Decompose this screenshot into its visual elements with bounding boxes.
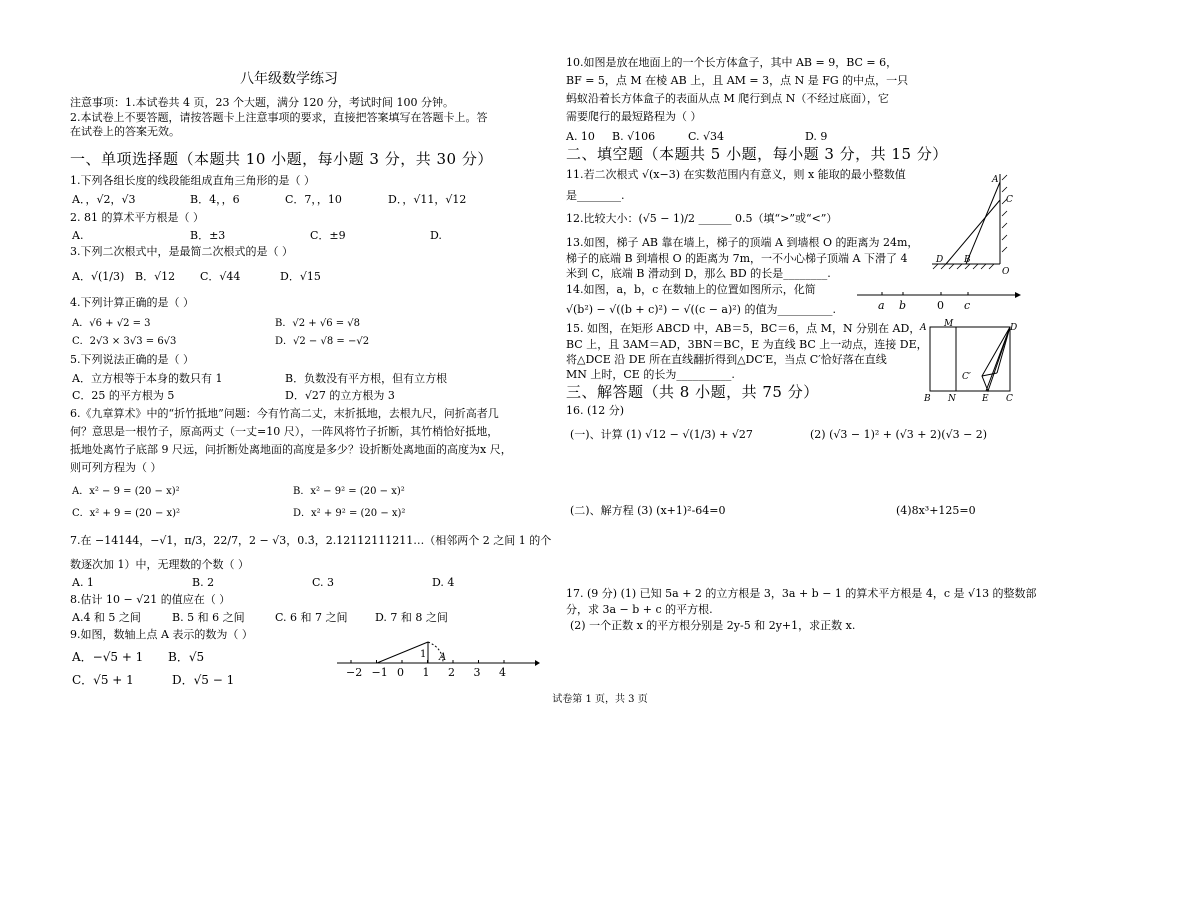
q7-option-a: A. 1 <box>72 576 94 589</box>
q6-option-c: C．x² + 9 = (20 − x)² <box>72 508 181 519</box>
q9-option-c: C．√5 + 1 <box>72 673 134 687</box>
q4-stem: 4.下列计算正确的是（ ） <box>70 296 194 309</box>
q6-line-2: 何？意思是一根竹子，原高两丈（一丈=10 尺），一阵风将竹子折断，其竹梢恰好抵地， <box>70 425 499 438</box>
q5-option-b: B．负数没有平方根，但有立方根 <box>285 372 448 385</box>
q10-line-2: BF = 5，点 M 在棱 AB 上，且 AM = 3，点 N 是 FG 的中点，一只 <box>566 74 909 87</box>
section-2-title: 二、填空题（本题共 5 小题，每小题 3 分，共 15 分） <box>566 145 948 163</box>
q3-option-b: B．√12 <box>135 270 176 283</box>
q9-point-label-a: A <box>439 652 447 663</box>
q6-option-a: A．x² − 9 = (20 − x)² <box>72 486 180 497</box>
q3-option-c: C．√44 <box>200 270 241 283</box>
q9-number-line-figure <box>335 630 540 680</box>
q6-option-d: D．x² + 9² = (20 − x)² <box>293 508 406 519</box>
q9-axis-tick-label: 0 <box>397 666 404 679</box>
q17-line-3: (2) 一个正数 x 的平方根分别是 2y-5 和 2y+1，求正数 x. <box>570 619 856 632</box>
q2-option-d: D. <box>430 229 442 242</box>
q15-line-4: MN 上时，CE 的长为__________. <box>566 368 735 381</box>
q9-axis-tick-label: −2 <box>346 666 363 679</box>
fig15-label-m: M <box>944 319 954 329</box>
q11-line-1: 11.若二次根式 √(x−3) 在实数范围内有意义，则 x 能取的最小整数值 <box>566 168 906 181</box>
q2-stem: 2. 81 的算术平方根是（ ） <box>70 211 204 224</box>
page-footer: 试卷第 1 页，共 3 页 <box>552 694 648 705</box>
notes-line-3: 在试卷上的答案无效。 <box>70 125 180 138</box>
fig15-label-e: E <box>982 394 989 404</box>
q9-axis-tick-label: 1 <box>422 666 430 679</box>
q4-option-c: C．2√3 × 3√3 = 6√3 <box>72 336 177 347</box>
fig14-label-zero: 0 <box>937 299 944 312</box>
q2-option-b: B．±3 <box>190 229 226 242</box>
q1-option-a: A．，√2，√3 <box>72 193 136 206</box>
page-title: 八年级数学练习 <box>240 71 338 87</box>
q13-ladder-figure <box>928 170 1024 280</box>
fig13-label-b: B <box>964 255 971 265</box>
q16-part-2: (2) (√3 − 1)² + (√3 + 2)(√3 − 2) <box>810 428 988 441</box>
q8-option-d: D. 7 和 8 之间 <box>375 611 448 624</box>
q8-option-a: A.4 和 5 之间 <box>72 611 141 624</box>
q4-option-b: B．√2 + √6 = √8 <box>275 318 361 329</box>
q15-line-3: 将△DCE 沿 DE 所在直线翻折得到△DC′E，当点 C′恰好落在直线 <box>566 353 887 366</box>
fig13-label-c: C <box>1006 195 1013 205</box>
q13-line-1: 13.如图，梯子 AB 靠在墙上，梯子的顶端 A 到墙根 O 的距离为 24m， <box>566 236 919 249</box>
q4-option-a: A．√6 + √2 = 3 <box>72 318 151 329</box>
q3-option-a: A．√(1/3) <box>72 270 125 283</box>
q16-part-1: (一)、计算 (1) √12 − √(1/3) + √27 <box>570 428 753 441</box>
fig14-label-c: c <box>964 299 971 312</box>
q17-line-2: 分，求 3a − b + c 的平方根. <box>566 603 713 616</box>
q9-axis-tick-label: 3 <box>473 666 481 679</box>
q7-line-1: 7.在 −14144，−√1，π/3，22/7，2 − √3，0.3̇，2.12112111211…（相邻两个 2 之间 1 的个 <box>70 534 552 547</box>
q5-option-c: C．25 的平方根为 5 <box>72 389 175 402</box>
q16-stem: 16. (12 分) <box>566 404 625 417</box>
q14-line-2: √(b²) − √((b + c)²) − √((c − a)²) 的值为__________. <box>566 303 836 316</box>
section-3-title: 三、解答题（共 8 小题，共 75 分） <box>566 383 819 401</box>
q8-option-c: C. 6 和 7 之间 <box>275 611 348 624</box>
q5-option-d: D．√27 的立方根为 3 <box>285 389 395 402</box>
notes-line-2: 2.本试卷上不要答题，请按答题卡上注意事项的要求，直接把答案填写在答题卡上。答 <box>70 111 488 124</box>
fig13-label-o: O <box>1002 267 1010 277</box>
q8-option-b: B. 5 和 6 之间 <box>172 611 245 624</box>
q2-option-a: A. <box>72 229 84 242</box>
q15-line-2: BC 上，且 3AM＝AD，3BN＝BC，E 为直线 BC 上一动点，连接 DE， <box>566 338 928 351</box>
q1-option-b: B．4，，6 <box>190 193 240 206</box>
q6-line-4: 则可列方程为（ ） <box>70 461 162 474</box>
fig13-label-a: A <box>992 175 999 185</box>
q10-option-a: A. 10 <box>566 130 595 143</box>
q6-line-3: 抵地处离竹子底部 9 尺远，问折断处离地面的高度是多少？设折断处离地面的高度为x 尺， <box>70 443 512 456</box>
q5-stem: 5.下列说法正确的是（ ） <box>70 353 194 366</box>
q10-line-1: 10.如图是放在地面上的一个长方体盒子，其中 AB = 9，BC = 6， <box>566 56 898 69</box>
fig14-label-a: a <box>878 299 885 312</box>
q3-option-d: D．√15 <box>280 270 321 283</box>
q1-option-c: C．7，，10 <box>285 193 342 206</box>
q13-line-2: 梯子的底端 B 到墙根 O 的距离为 7m，一不小心梯子顶端 A 下滑了 4 <box>566 252 908 265</box>
q1-option-d: D．，√11，√12 <box>388 193 467 206</box>
fig15-label-d: D <box>1010 323 1018 333</box>
q6-option-b: B．x² − 9² = (20 − x)² <box>293 486 405 497</box>
fig15-label-c-prime: C′ <box>962 372 971 382</box>
q7-option-c: C. 3 <box>312 576 335 589</box>
fig14-label-b: b <box>899 299 907 312</box>
q9-axis-tick-label: −1 <box>371 666 388 679</box>
q6-line-1: 6.《九章算术》中的“折竹抵地”问题：今有竹高二丈，末折抵地，去根九尺，问折高者几 <box>70 407 499 420</box>
q8-stem: 8.估计 10 − √21 的值应在（ ） <box>70 593 231 606</box>
q11-line-2: 是________. <box>566 189 625 202</box>
fig15-label-b: B <box>924 394 931 404</box>
fig15-label-c: C <box>1006 394 1013 404</box>
q2-option-c: C．±9 <box>310 229 346 242</box>
q9-option-b: B．√5 <box>168 650 205 664</box>
q17-line-1: 17. (9 分) (1) 已知 5a + 2 的立方根是 3，3a + b − 1 的算术平方根是 4，c 是 √13 的整数部 <box>566 587 1037 600</box>
q10-line-3: 蚂蚁沿着长方体盒子的表面从点 M 爬行到点 N（不经过底面），它 <box>566 92 889 105</box>
q9-option-d: D．√5 − 1 <box>172 673 235 687</box>
q10-line-4: 需要爬行的最短路程为（ ） <box>566 110 702 123</box>
q7-line-2: 数逐次加 1）中，无理数的个数（ ） <box>70 558 249 571</box>
q9-axis-tick-label: 4 <box>499 666 506 679</box>
q10-option-c: C. √34 <box>688 130 725 143</box>
q9-side-label-one: 1 <box>420 649 427 660</box>
q9-axis-tick-label: 2 <box>448 666 455 679</box>
q15-line-1: 15. 如图，在矩形 ABCD 中，AB＝5，BC＝6，点 M，N 分别在 AD， <box>566 322 921 335</box>
q7-option-b: B. 2 <box>192 576 215 589</box>
notes-line-1: 注意事项：1.本试卷共 4 页，23 个大题，满分 120 分，考试时间 100 分钟。 <box>70 96 454 109</box>
q14-line-1: 14.如图，a，b，c 在数轴上的位置如图所示，化简 <box>566 283 816 296</box>
q12: 12.比较大小：(√5 − 1)/2 ______ 0.5（填“>”或“<”） <box>566 212 838 225</box>
q9-option-a: A．−√5 + 1 <box>72 650 144 664</box>
q16-part-4: (4)8x³+125=0 <box>896 504 976 517</box>
q16-part-3: (二)、解方程 (3) (x+1)²-64=0 <box>570 504 726 517</box>
q13-line-3: 米到 C，底端 B 滑动到 D，那么 BD 的长是________. <box>566 267 831 280</box>
fig15-label-n: N <box>948 394 956 404</box>
q9-stem: 9.如图，数轴上点 A 表示的数为（ ） <box>70 628 253 641</box>
q4-option-d: D．√2 − √8 = −√2 <box>275 336 370 347</box>
section-1-title: 一、单项选择题（本题共 10 小题，每小题 3 分，共 30 分） <box>70 150 493 168</box>
q14-number-line-figure <box>855 285 1023 315</box>
fig15-label-a: A <box>920 323 927 333</box>
q10-option-d: D. 9 <box>805 130 828 143</box>
q1-stem: 1.下列各组长度的线段能组成直角三角形的是（ ） <box>70 174 315 187</box>
q3-stem: 3.下列二次根式中，是最简二次根式的是（ ） <box>70 245 293 258</box>
q5-option-a: A．立方根等于本身的数只有 1 <box>72 372 223 385</box>
fig13-label-d: D <box>936 255 944 265</box>
q7-option-d: D. 4 <box>432 576 455 589</box>
q10-option-b: B. √106 <box>612 130 656 143</box>
q15-rectangle-figure <box>918 318 1020 404</box>
